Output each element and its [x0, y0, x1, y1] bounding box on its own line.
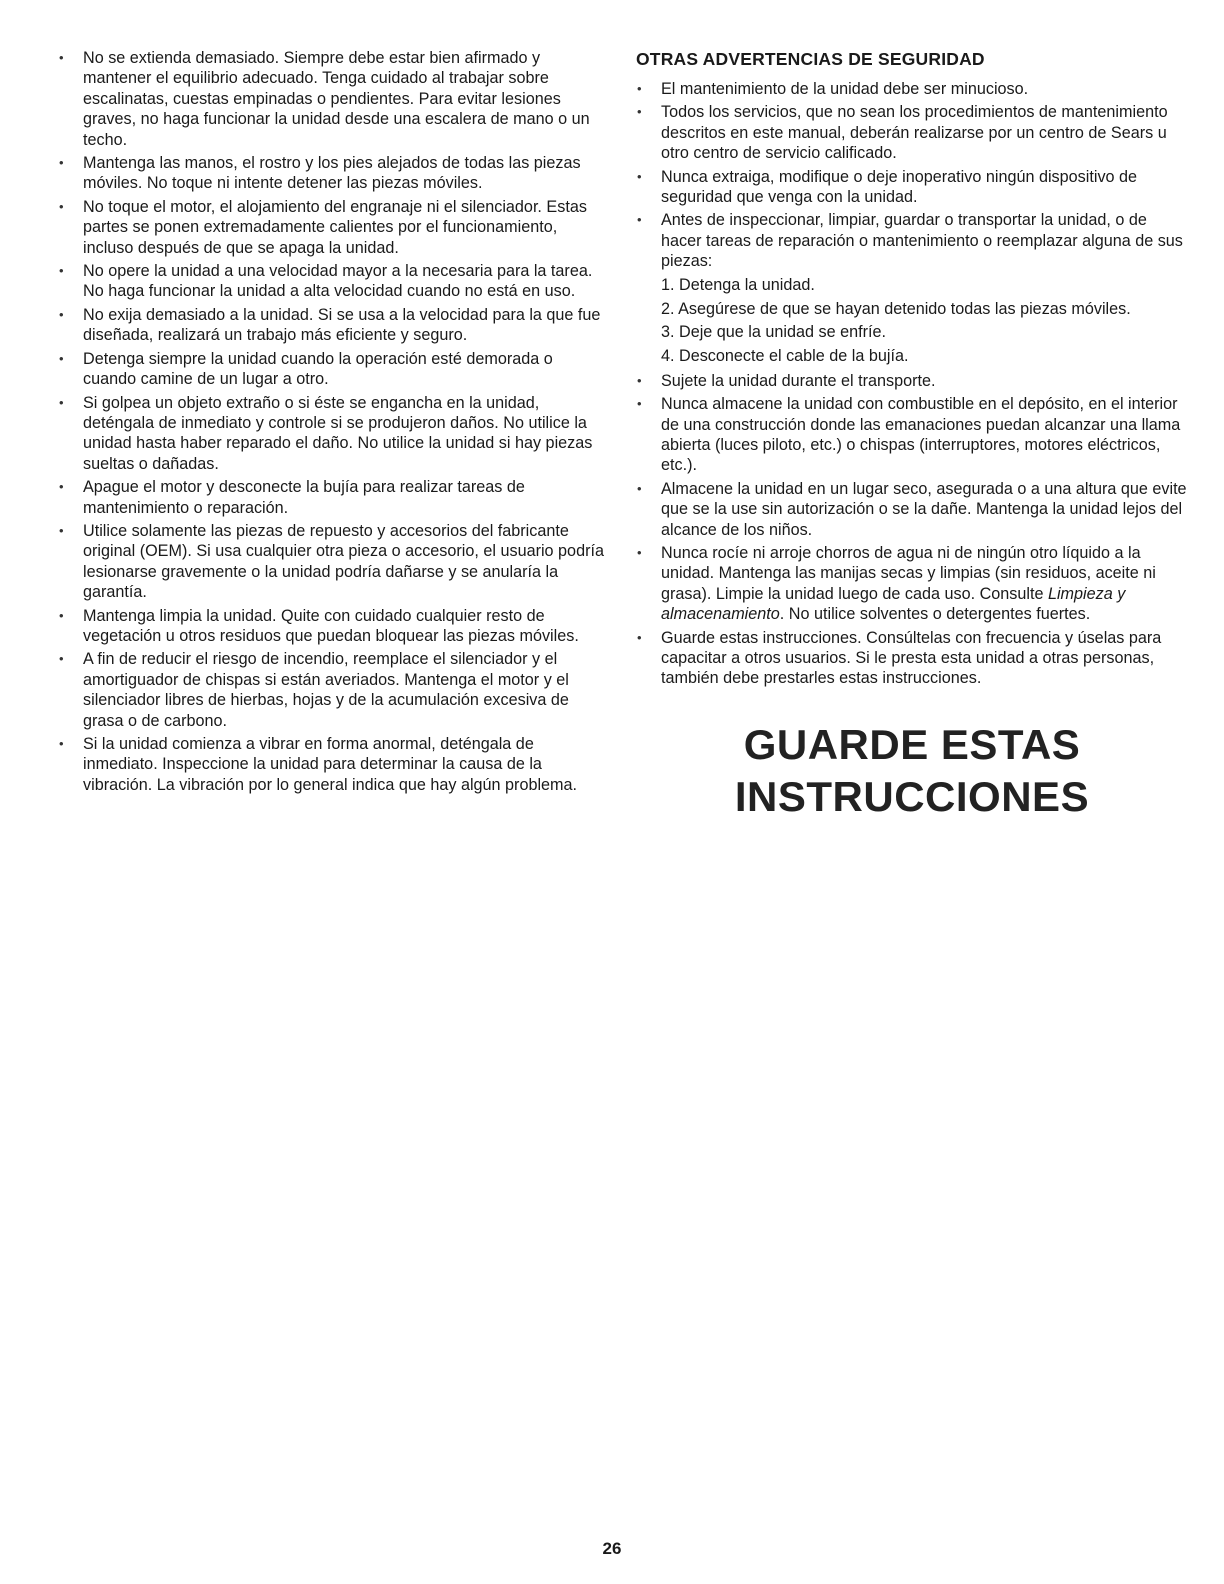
safety-list-right-continued [636, 371, 1188, 689]
list-item: • Nunca extraiga, modifique o deje inoperativo ningún dispositivo de seguridad que venga con la unidad. [636, 167, 1188, 208]
list-item: • Mantenga limpia la unidad. Quite con cuidado cualquier resto de vegetación u otros residuos que puedan bloquear las piezas móviles. [58, 606, 610, 647]
list-item [636, 543, 1188, 625]
list-item: • Guarde estas instrucciones. Consúltelas con frecuencia y úselas para capacitar a otros usuarios. Si le presta esta unidad a otras personas, también debe prestarles estas instrucciones. [636, 628, 1188, 689]
section-heading: OTRAS ADVERTENCIAS DE SEGURIDAD [636, 49, 985, 69]
list-item: • Sujete la unidad durante el transporte. [636, 371, 1188, 391]
list-item: • No toque el motor, el alojamiento del engranaje ni el silenciador. Estas partes se ponen extremadamente calientes por el funcionamiento, incluso después de que se apaga la unidad. [58, 197, 610, 258]
list-item: • Detenga siempre la unidad cuando la operación esté demorada o cuando camine de un lugar a otro. [58, 349, 610, 390]
list-item-text: . No utilice solventes o detergentes fuertes. [779, 605, 1091, 624]
list-item: • Almacene la unidad en un lugar seco, asegurada o a una altura que evite que se la use sin autorización o se la dañe. Mantenga la unidad lejos del alcance de los niños. [636, 479, 1188, 540]
step-item: 2. Asegúrese de que se hayan detenido todas las piezas móviles. [661, 299, 1131, 318]
list-item: • No opere la unidad a una velocidad mayor a la necesaria para la tarea. No haga funcionar la unidad a alta velocidad cuando no está en uso. [58, 261, 610, 302]
list-item: • Todos los servicios, que no sean los procedimientos de mantenimiento descritos en este manual, deberán realizarse por un centro de Sears u otro centro de servicio calificado. [636, 102, 1188, 163]
list-item: • Mantenga las manos, el rostro y los pies alejados de todas las piezas móviles. No toque ni intente detener las piezas móviles. [58, 153, 610, 194]
safety-list-left [58, 48, 610, 795]
banner-line: INSTRUCCIONES [734, 772, 1090, 820]
cross-reference: Limpieza y almacenamiento [661, 584, 1126, 624]
step-item: 3. Deje que la unidad se enfríe. [661, 323, 886, 342]
left-column [58, 48, 610, 798]
list-item: • El mantenimiento de la unidad debe ser minucioso. [636, 79, 1188, 99]
steps-list [636, 275, 1188, 367]
list-item: • Nunca almacene la unidad con combustible en el depósito, en el interior de una construcción donde las emanaciones puedan alcanzar una llama abierta (luces piloto, etc.) o chispas (interruptores, motores eléctricos, etc.). [636, 394, 1188, 476]
safety-list-right [636, 79, 1188, 272]
list-item-text: Nunca rocíe ni arroje chorros de agua ni de ningún otro líquido a la unidad. Mantenga las manijas secas y limpias (sin residuos, aceite ni grasa). Limpie la unidad luego de cada uso. Consulte [661, 544, 1156, 603]
list-item: • No exija demasiado a la unidad. Si se usa a la velocidad para la que fue diseñada, realizará un trabajo más eficiente y seguro. [58, 305, 610, 346]
banner-line: GUARDE ESTAS [743, 720, 1081, 768]
list-item: • A fin de reducir el riesgo de incendio, reemplace el silenciador y el amortiguador de chispas si están averiados. Mantenga el motor y el silenciador libres de hierbas, hojas y de la acumulación excesiva de grasa o de carbono. [58, 649, 610, 731]
page-number: 26 [602, 1539, 622, 1558]
right-column [636, 48, 1188, 823]
list-item: • Utilice solamente las piezas de repuesto y accesorios del fabricante original (OEM). Si usa cualquier otra pieza o accesorio, el usuario podría lesionarse gravemente o la unidad podría dañarse y se anularía la garantía. [58, 521, 610, 603]
list-item: • Si golpea un objeto extraño o si éste se engancha en la unidad, deténgala de inmediato y controle si se produjeron daños. No utilice la unidad hasta haber reparado el daño. No utilice la unidad si hay piezas sueltas o dañadas. [58, 393, 610, 475]
save-instructions-banner [636, 719, 1188, 823]
list-item: • No se extienda demasiado. Siempre debe estar bien afirmado y mantener el equilibrio adecuado. Tenga cuidado al trabajar sobre escalinatas, cuestas empinadas o pendientes. Para evitar lesiones graves, no haga funcionar la unidad desde una escalera de mano o un techo. [58, 48, 610, 150]
step-item: 1. Detenga la unidad. [661, 275, 815, 294]
list-item: • Apague el motor y desconecte la bujía para realizar tareas de mantenimiento o reparación. [58, 477, 610, 518]
step-item: 4. Desconecte el cable de la bujía. [661, 347, 909, 366]
list-item: • Antes de inspeccionar, limpiar, guardar o transportar la unidad, o de hacer tareas de reparación o mantenimiento o reemplazar alguna de sus piezas: [636, 210, 1188, 271]
list-item: • Si la unidad comienza a vibrar en forma anormal, deténgala de inmediato. Inspeccione la unidad para determinar la causa de la vibración. La vibración por lo general indica que hay algún problema. [58, 734, 610, 795]
